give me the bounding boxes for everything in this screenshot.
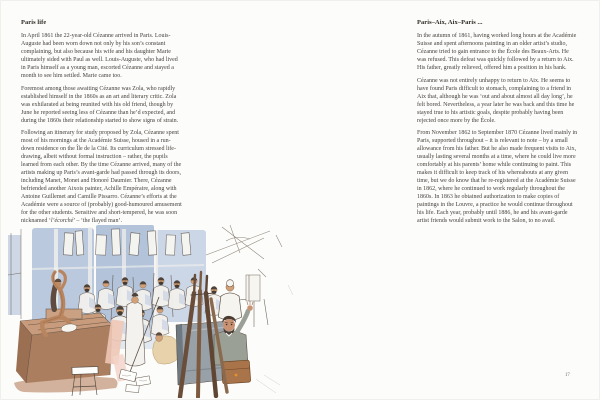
right-page-column [417,19,579,230]
right-paragraph-3: From November 1862 to September 1870 Cézanne lived mainly in Paris, supported throughout – it is relevant to note – by a small allowance from his father. But he also made frequent visits to Aix, usually lasting several months at a time, where he could live more comfortably at his parents’ home while continuing to paint. This makes it difficult to keep track of his whereabouts at any given time, but we do know that he re-registered at the Académie Suisse in 1862, where he continued to work regularly throughout the 1860s. In 1863 he obtained authorization to make copies of paintings in the Louvre, a practice he would continue throughout his life. Each year, probably until 1886, he and his avant-garde artist friends would submit work to the Salon, to no avail. [417,130,578,224]
right-paragraph-2: Cézanne was not entirely unhappy to return to Aix. He seems to have found Paris difficult to stomach, complaining to a friend in Aix that, although he was ‘out and about almost all day long’, he felt bored. Nevertheless, a year later he was back and this time he stayed true to his artistic goals, despite probably having been rejected once more by the École. [417,77,575,124]
left-paragraph-3-text: Following an itinerary for study proposed by Zola, Cézanne spent most of his mornings at the Académie Suisse, housed in a run-down residence on the Île de la Cité. Its curriculum stressed life-drawing, albeit without formal instruction – rather, the pupils learned from each other. By the time Cézanne arrived, many of the artists making up Paris’s avant-garde had passed through its doors, including Manet, Monet and Honoré Daumier. There, Cézanne befriended another Aixois painter, Achille Empéraire, along with Antoine Guillemet and Camille Pissarro. Cézanne’s efforts at the Académie were a source of (probably) good-humoured amusement for the other students. Sensitive and short-tempered, he was soon nicknamed ‘ [21,130,182,224]
left-page-column [21,19,183,230]
student-capped-figure [218,280,241,321]
left-page-title: Paris life [21,19,47,26]
floor-marks [256,285,293,393]
ceiling-scribbles [206,225,282,277]
right-page-title: Paris–Aix, Aix–Paris ... [417,19,483,26]
left-paragraph-3-italic: l’écorché [50,218,74,224]
left-paragraph-3 [21,129,183,225]
page-number: 17 [565,373,570,378]
studio-illustration [8,225,298,398]
left-paragraph-2: Foremost among those awaiting Cézanne was Zola, who rapidly established himself in the 1860s as an art and literary critic. Zola was exhilarated at being reunited with his old friend, though by June he reported seeing less of Cézanne than he’d expected, and during the 1860s their relationship started to show signs of strain. [21,85,179,124]
right-paragraph-1: In the autumn of 1861, having worked long hours at the Académie Suisse and spent afternoons painting in an older artist’s studio, Cézanne tried to gain entrance to the École des Beaux-Arts. He was refused. This defeat was quickly followed by a return to Aix. His father, greatly relieved, offered him a position in his bank. [417,33,577,71]
left-paragraph-3-tail: ’ – ‘the flayed man’. [73,218,122,224]
left-paragraph-1: In April 1861 the 22-year-old Cézanne arrived in Paris. Louis-Auguste had been worn down not only by his son’s constant complaining, but also because his wife and his daughter Marie ultimately sided with Paul as well. Louis-Auguste, who had lived in Paris himself as a young man, escorted Cézanne and stayed a month to see him settled. Marie came too. [21,33,178,79]
